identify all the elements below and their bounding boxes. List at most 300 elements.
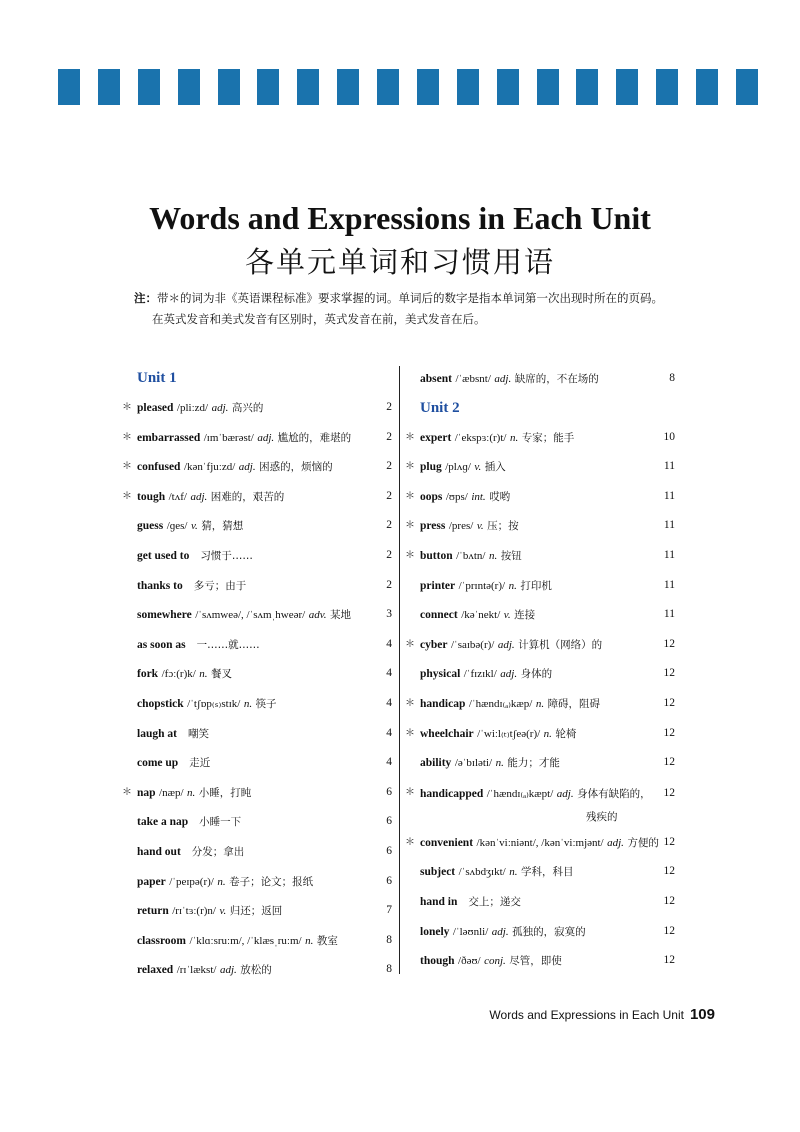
asterisk-marker: ＊ bbox=[405, 461, 415, 473]
entry-meaning: 小睡，打盹 bbox=[198, 786, 252, 799]
entry-body bbox=[137, 423, 368, 454]
vocab-entry bbox=[405, 946, 675, 976]
entry-phonetic: /ˈbʌtn/ bbox=[456, 549, 486, 562]
entry-page-number: 12 bbox=[663, 865, 675, 878]
entry-meaning: 尴尬的，难堪的 bbox=[277, 431, 352, 444]
header-square bbox=[696, 69, 718, 105]
entry-phonetic: /tʌf/ bbox=[168, 490, 187, 503]
entry-meaning: 身体有缺陷的， bbox=[577, 787, 651, 800]
entry-body bbox=[137, 689, 368, 720]
entry-word: tough bbox=[137, 490, 166, 503]
entry-phonetic: /ɡes/ bbox=[166, 520, 188, 533]
entry-body bbox=[420, 946, 651, 977]
entry-page-number: 2 bbox=[386, 489, 392, 502]
entry-meaning: 某地 bbox=[330, 609, 352, 622]
entry-part-of-speech: v. bbox=[474, 461, 482, 474]
entry-word: expert bbox=[420, 431, 452, 444]
vocab-entry bbox=[405, 748, 675, 778]
entry-part-of-speech: n. bbox=[509, 866, 518, 879]
entry-meaning: 交上；递交 bbox=[468, 895, 521, 908]
entry-part-of-speech: n. bbox=[305, 934, 314, 947]
entry-body bbox=[137, 541, 368, 572]
asterisk-marker: ＊ bbox=[122, 786, 132, 798]
asterisk-marker: ＊ bbox=[122, 402, 132, 413]
entry-meaning: 身体的 bbox=[520, 668, 553, 681]
entry-word: subject bbox=[420, 866, 456, 879]
entry-phonetic: /ɪmˈbærəst/ bbox=[203, 431, 254, 444]
entry-body bbox=[420, 630, 651, 661]
entry-word: relaxed bbox=[137, 964, 174, 977]
entry-phonetic: /ˈsʌbdʒɪkt/ bbox=[458, 866, 506, 879]
vocab-entry bbox=[405, 778, 675, 828]
vocab-entry bbox=[122, 393, 392, 423]
entry-word: oops bbox=[420, 490, 443, 503]
entry-page-number: 12 bbox=[663, 835, 675, 848]
entry-meaning: 尽管，即使 bbox=[509, 955, 562, 968]
entry-page-number: 12 bbox=[663, 756, 675, 769]
entry-meaning: 困惑的，烦恼的 bbox=[259, 461, 333, 474]
entry-part-of-speech: adj. bbox=[556, 787, 574, 800]
entry-page-number: 4 bbox=[386, 637, 392, 650]
entry-word: somewhere bbox=[137, 609, 192, 622]
entry-body bbox=[420, 423, 651, 454]
entry-body bbox=[420, 828, 659, 859]
entry-meaning: 压；按 bbox=[487, 520, 519, 533]
header-square bbox=[537, 69, 559, 105]
note-block bbox=[134, 288, 694, 330]
entry-meaning: 高兴的 bbox=[231, 402, 264, 414]
entry-word: embarrassed bbox=[137, 431, 201, 444]
entry-page-number: 4 bbox=[386, 756, 392, 769]
entry-part-of-speech: n. bbox=[543, 727, 552, 740]
entry-body bbox=[137, 600, 368, 631]
header-square bbox=[218, 69, 240, 105]
entry-part-of-speech: n. bbox=[217, 875, 226, 888]
entry-part-of-speech: v. bbox=[476, 520, 484, 533]
entry-phonetic: /kəˈnekt/ bbox=[461, 609, 501, 622]
entry-body bbox=[420, 748, 651, 779]
asterisk-marker: ＊ bbox=[405, 490, 415, 502]
entry-meaning: 学科，科目 bbox=[520, 866, 574, 879]
entry-body bbox=[137, 659, 368, 690]
asterisk-marker: ＊ bbox=[405, 549, 415, 561]
page-title-english: Words and Expressions in Each Unit bbox=[149, 200, 651, 236]
entry-body bbox=[420, 541, 651, 572]
entry-phonetic: /pliːzd/ bbox=[176, 402, 209, 414]
entry-word: take a nap bbox=[137, 816, 189, 829]
entry-word: wheelchair bbox=[420, 727, 474, 740]
header-square bbox=[497, 69, 519, 105]
asterisk-marker: ＊ bbox=[122, 490, 132, 502]
vocab-list-right bbox=[405, 423, 675, 976]
entry-word: hand out bbox=[137, 845, 181, 858]
entry-word: get used to bbox=[137, 549, 190, 562]
entry-part-of-speech: adj. bbox=[500, 668, 518, 681]
entry-word: thanks to bbox=[137, 579, 183, 592]
page-number: 109 bbox=[689, 1006, 715, 1023]
header-square bbox=[377, 69, 399, 105]
entry-phonetic: /ˈpeɪpə(r)/ bbox=[169, 875, 214, 888]
vocab-entry bbox=[122, 689, 392, 719]
header-square bbox=[736, 69, 758, 105]
note-line-2: 在英式发音和美式发音有区别时，英式发音在前，美式发音在后。 bbox=[152, 312, 486, 326]
entry-body bbox=[137, 511, 368, 542]
vocab-entry bbox=[405, 659, 675, 689]
entry-phonetic: /əˈbɪləti/ bbox=[454, 757, 493, 770]
entry-word: fork bbox=[137, 668, 159, 681]
asterisk-marker: ＊ bbox=[405, 697, 415, 709]
entry-part-of-speech: adj. bbox=[497, 638, 515, 651]
entry-meaning: 小睡一下 bbox=[199, 816, 242, 829]
entry-part-of-speech: n. bbox=[199, 668, 208, 681]
entry-phonetic: /ˈfɪzɪkl/ bbox=[463, 668, 497, 681]
vocab-entry bbox=[122, 659, 392, 689]
entry-page-number: 4 bbox=[386, 696, 392, 709]
entry-word: cyber bbox=[420, 638, 448, 651]
entry-meaning: 放松的 bbox=[240, 964, 272, 977]
entry-meaning: 嘲笑 bbox=[187, 727, 209, 740]
entry-body bbox=[420, 782, 651, 829]
entry-page-number: 2 bbox=[386, 519, 392, 532]
entry-word: hand in bbox=[420, 895, 458, 908]
entry-page-number: 12 bbox=[663, 954, 675, 967]
header-square bbox=[58, 69, 80, 105]
entry-phonetic: /pres/ bbox=[448, 520, 474, 533]
entry-meaning: 连接 bbox=[514, 609, 536, 622]
entry-body bbox=[137, 867, 368, 898]
asterisk-marker: ＊ bbox=[122, 431, 132, 443]
entry-phonetic: /rɪˈlækst/ bbox=[176, 964, 217, 977]
entry-meaning: 走近 bbox=[189, 757, 211, 770]
vocab-entry bbox=[122, 719, 392, 749]
unit-heading: Unit 2 bbox=[420, 399, 460, 416]
right-column bbox=[405, 364, 675, 976]
vocab-entry bbox=[122, 837, 392, 867]
entry-meaning-continued: 残疾的 bbox=[586, 810, 618, 823]
entry-part-of-speech: n. bbox=[187, 786, 196, 799]
header-square bbox=[656, 69, 678, 105]
entry-body bbox=[137, 452, 368, 483]
asterisk-marker: ＊ bbox=[122, 461, 132, 473]
entry-body bbox=[137, 896, 368, 927]
entry-page-number: 7 bbox=[386, 904, 392, 917]
entry-phonetic: /ˈprɪntə(r)/ bbox=[458, 579, 506, 592]
asterisk-marker: ＊ bbox=[405, 638, 415, 650]
entry-body bbox=[137, 630, 368, 661]
entry-meaning: 筷子 bbox=[255, 697, 277, 710]
vocab-entry bbox=[122, 423, 392, 453]
vocab-entry bbox=[405, 423, 675, 453]
vocab-entry bbox=[122, 778, 392, 808]
entry-page-number: 2 bbox=[386, 460, 392, 473]
entry-page-number: 12 bbox=[663, 894, 675, 907]
entry-page-number: 4 bbox=[386, 726, 392, 739]
entry-part-of-speech: int. bbox=[471, 490, 486, 503]
vocab-entry bbox=[405, 511, 675, 541]
entry-body bbox=[137, 955, 368, 986]
vocab-list-right-top bbox=[405, 364, 675, 394]
note-label: 注： bbox=[134, 291, 157, 305]
entry-page-number: 11 bbox=[663, 548, 675, 561]
entry-phonetic: /ˈæbsnt/ bbox=[455, 373, 491, 385]
vocab-entry bbox=[122, 541, 392, 571]
vocab-entry bbox=[405, 887, 675, 917]
entry-page-number: 11 bbox=[663, 489, 675, 502]
entry-part-of-speech: adj. bbox=[219, 964, 237, 977]
entry-body bbox=[420, 571, 651, 602]
entry-phonetic: /ðəʊ/ bbox=[458, 955, 481, 968]
entry-word: pleased bbox=[137, 402, 174, 414]
header-square bbox=[457, 69, 479, 105]
vocab-entry bbox=[122, 511, 392, 541]
note-line-1: 带＊的词为非《英语课程标准》要求掌握的词。单词后的数字是指本单词第一次出现时所在的页码。 bbox=[157, 291, 663, 305]
page-title-chinese: 各单元单词和习惯用语 bbox=[244, 245, 555, 279]
left-column bbox=[122, 364, 392, 985]
entry-page-number: 2 bbox=[386, 430, 392, 443]
entry-page-number: 2 bbox=[386, 548, 392, 561]
header-square bbox=[257, 69, 279, 105]
entry-meaning: 缺席的，不在场的 bbox=[514, 373, 599, 385]
entry-meaning: 哎哟 bbox=[489, 490, 511, 503]
entry-body bbox=[137, 807, 368, 838]
vocab-entry bbox=[405, 917, 675, 947]
entry-meaning: 教室 bbox=[316, 934, 338, 947]
entry-word: nap bbox=[137, 786, 156, 799]
entry-body bbox=[137, 926, 368, 957]
decorative-header-band bbox=[58, 69, 758, 105]
entry-page-number: 8 bbox=[386, 963, 392, 976]
entry-body bbox=[137, 748, 368, 779]
entry-part-of-speech: v. bbox=[219, 905, 227, 918]
entry-body bbox=[137, 719, 368, 750]
vocab-entry bbox=[405, 719, 675, 749]
entry-word: connect bbox=[420, 609, 458, 622]
entry-part-of-speech: adj. bbox=[190, 490, 208, 503]
entry-phonetic: /ˈsaɪbə(r)/ bbox=[450, 638, 495, 651]
entry-phonetic: /ˈhændɪ₍ₐ₎kæp/ bbox=[468, 697, 533, 710]
vocab-entry bbox=[405, 630, 675, 660]
entry-phonetic: /ˈsʌmweə/, /ˈsʌmˌhweər/ bbox=[195, 609, 306, 622]
entry-body bbox=[137, 571, 368, 602]
vocab-entry bbox=[122, 926, 392, 956]
entry-meaning: 猜，猜想 bbox=[201, 520, 244, 533]
vocab-entry bbox=[405, 600, 675, 630]
entry-meaning: 插入 bbox=[484, 461, 506, 474]
entry-phonetic: /fɔː(r)k/ bbox=[161, 668, 196, 681]
entry-page-number: 6 bbox=[386, 815, 392, 828]
vocab-entry bbox=[122, 748, 392, 778]
entry-word: absent bbox=[420, 373, 452, 385]
entry-part-of-speech: conj. bbox=[484, 955, 506, 968]
entry-body bbox=[137, 837, 368, 868]
entry-word: lonely bbox=[420, 925, 450, 938]
entry-meaning: 孤独的，寂寞的 bbox=[512, 925, 586, 938]
vocab-entry bbox=[122, 896, 392, 926]
vocab-entry bbox=[405, 571, 675, 601]
entry-part-of-speech: v. bbox=[190, 520, 198, 533]
entry-page-number: 12 bbox=[663, 924, 675, 937]
vocab-entry bbox=[405, 452, 675, 482]
header-square bbox=[178, 69, 200, 105]
entry-word: handicapped bbox=[420, 787, 484, 800]
entry-part-of-speech: n. bbox=[495, 757, 504, 770]
entry-page-number: 6 bbox=[386, 874, 392, 887]
entry-part-of-speech: adj. bbox=[238, 461, 256, 474]
entry-word: handicap bbox=[420, 697, 466, 710]
page-footer bbox=[489, 1006, 715, 1023]
entry-meaning: 习惯于…… bbox=[200, 549, 253, 562]
vocab-entry bbox=[122, 600, 392, 630]
entry-body bbox=[420, 452, 651, 483]
entry-page-number: 10 bbox=[663, 430, 675, 443]
entry-part-of-speech: adv. bbox=[308, 609, 327, 622]
entry-word: ability bbox=[420, 757, 452, 770]
entry-meaning: 打印机 bbox=[520, 579, 552, 592]
vocab-entry bbox=[122, 482, 392, 512]
entry-meaning: 能力；才能 bbox=[507, 757, 560, 770]
asterisk-marker: ＊ bbox=[405, 431, 415, 443]
entry-word: guess bbox=[137, 520, 164, 533]
entry-meaning: 轮椅 bbox=[555, 727, 577, 740]
entry-body bbox=[137, 393, 368, 424]
column-divider bbox=[399, 366, 400, 974]
entry-part-of-speech: n. bbox=[488, 549, 498, 562]
entry-page-number: 2 bbox=[386, 401, 392, 413]
entry-page-number: 3 bbox=[386, 608, 392, 621]
entry-word: printer bbox=[420, 579, 456, 592]
entry-word: as soon as bbox=[137, 638, 186, 651]
entry-body bbox=[420, 887, 651, 918]
entry-body bbox=[420, 482, 651, 513]
entry-word: confused bbox=[137, 461, 181, 474]
entry-page-number: 8 bbox=[386, 933, 392, 946]
unit-heading: Unit 1 bbox=[137, 370, 177, 386]
entry-part-of-speech: adj. bbox=[211, 402, 229, 414]
entry-body bbox=[420, 511, 651, 542]
entry-word: plug bbox=[420, 461, 442, 474]
entry-phonetic: /ˈklɑːsruːm/, /ˈklæsˌruːm/ bbox=[189, 934, 302, 947]
header-square bbox=[138, 69, 160, 105]
entry-meaning: 专家；能手 bbox=[521, 431, 575, 444]
entry-part-of-speech: v. bbox=[503, 609, 511, 622]
entry-word: convenient bbox=[420, 836, 474, 849]
entry-meaning: 分发；拿出 bbox=[191, 845, 245, 858]
entry-page-number: 11 bbox=[663, 519, 675, 532]
vocab-entry bbox=[405, 857, 675, 887]
entry-word: come up bbox=[137, 757, 179, 770]
entry-page-number: 12 bbox=[663, 786, 675, 799]
vocab-entry bbox=[405, 482, 675, 512]
vocab-entry bbox=[405, 689, 675, 719]
entry-meaning: 障碍，阻碍 bbox=[547, 697, 601, 710]
footer-text: Words and Expressions in Each Unit bbox=[489, 1008, 684, 1022]
entry-word: laugh at bbox=[137, 727, 177, 740]
entry-word: press bbox=[420, 520, 446, 533]
entry-body bbox=[420, 659, 651, 690]
entry-phonetic: /ˈhændɪ₍ₐ₎kæpt/ bbox=[486, 787, 554, 800]
entry-page-number: 2 bbox=[386, 578, 392, 591]
header-square bbox=[417, 69, 439, 105]
entry-body bbox=[420, 857, 651, 888]
entry-word: return bbox=[137, 905, 169, 918]
entry-part-of-speech: adj. bbox=[491, 925, 509, 938]
entry-phonetic: /ˈekspɜː(r)t/ bbox=[454, 431, 507, 444]
entry-page-number: 8 bbox=[669, 372, 675, 384]
entry-phonetic: /rɪˈtɜː(r)n/ bbox=[172, 905, 216, 918]
entry-meaning: 餐叉 bbox=[211, 668, 233, 681]
entry-phonetic: /ˈtʃɒp₍ₛ₎stɪk/ bbox=[187, 697, 241, 710]
entry-part-of-speech: n. bbox=[508, 579, 517, 592]
entry-word: physical bbox=[420, 668, 461, 681]
entry-page-number: 11 bbox=[663, 460, 675, 473]
entry-part-of-speech: adj. bbox=[494, 373, 512, 385]
entry-part-of-speech: n. bbox=[535, 697, 545, 710]
entry-page-number: 11 bbox=[663, 608, 675, 621]
entry-part-of-speech: n. bbox=[243, 697, 253, 710]
entry-body bbox=[137, 482, 368, 513]
vocab-entry bbox=[122, 571, 392, 601]
vocab-list-left bbox=[122, 393, 392, 985]
entry-page-number: 12 bbox=[663, 637, 675, 650]
vocab-entry bbox=[122, 867, 392, 897]
entry-meaning: 一……就…… bbox=[196, 638, 260, 651]
header-square bbox=[297, 69, 319, 105]
entry-phonetic: /plʌɡ/ bbox=[445, 461, 471, 474]
entry-word: button bbox=[420, 549, 453, 562]
entry-phonetic: /kənˈviːniənt/, /kənˈviːmjənt/ bbox=[476, 836, 604, 849]
asterisk-marker: ＊ bbox=[405, 786, 415, 798]
vocab-entry bbox=[405, 364, 675, 394]
entry-meaning: 按钮 bbox=[500, 549, 522, 562]
entry-word: classroom bbox=[137, 934, 186, 947]
entry-page-number: 12 bbox=[663, 726, 675, 739]
vocab-entry bbox=[405, 828, 675, 858]
header-square bbox=[576, 69, 598, 105]
entry-phonetic: /næp/ bbox=[159, 786, 184, 799]
entry-page-number: 4 bbox=[386, 667, 392, 680]
entry-meaning: 卷子；论文；报纸 bbox=[229, 875, 314, 888]
vocab-entry bbox=[405, 541, 675, 571]
vocab-entry bbox=[122, 807, 392, 837]
asterisk-marker: ＊ bbox=[405, 520, 415, 532]
entry-page-number: 11 bbox=[663, 578, 675, 591]
entry-body bbox=[420, 917, 651, 948]
entry-phonetic: /ˈwiːl₍ₜ₎tʃeə(r)/ bbox=[477, 727, 541, 740]
entry-word: chopstick bbox=[137, 697, 184, 710]
entry-word: though bbox=[420, 955, 455, 968]
entry-part-of-speech: adj. bbox=[607, 836, 624, 849]
entry-body bbox=[420, 719, 651, 750]
entry-page-number: 12 bbox=[663, 667, 675, 680]
entry-meaning: 计算机（网络）的 bbox=[518, 638, 603, 651]
entry-page-number: 12 bbox=[663, 696, 675, 709]
header-square bbox=[98, 69, 120, 105]
entry-phonetic: /ʊps/ bbox=[445, 490, 468, 503]
entry-meaning: 困难的，艰苦的 bbox=[210, 490, 285, 503]
vocab-entry bbox=[122, 955, 392, 985]
entry-word: paper bbox=[137, 875, 166, 888]
entry-body bbox=[137, 778, 368, 809]
entry-part-of-speech: n. bbox=[509, 431, 519, 444]
entry-meaning: 多亏；由于 bbox=[193, 579, 247, 592]
entry-meaning: 方便的 bbox=[627, 836, 659, 849]
vocab-entry bbox=[122, 452, 392, 482]
entry-body bbox=[420, 689, 651, 720]
entry-meaning: 归还；返回 bbox=[229, 905, 283, 918]
asterisk-marker: ＊ bbox=[405, 836, 415, 848]
header-square bbox=[337, 69, 359, 105]
entry-phonetic: /kənˈfjuːzd/ bbox=[183, 461, 236, 474]
